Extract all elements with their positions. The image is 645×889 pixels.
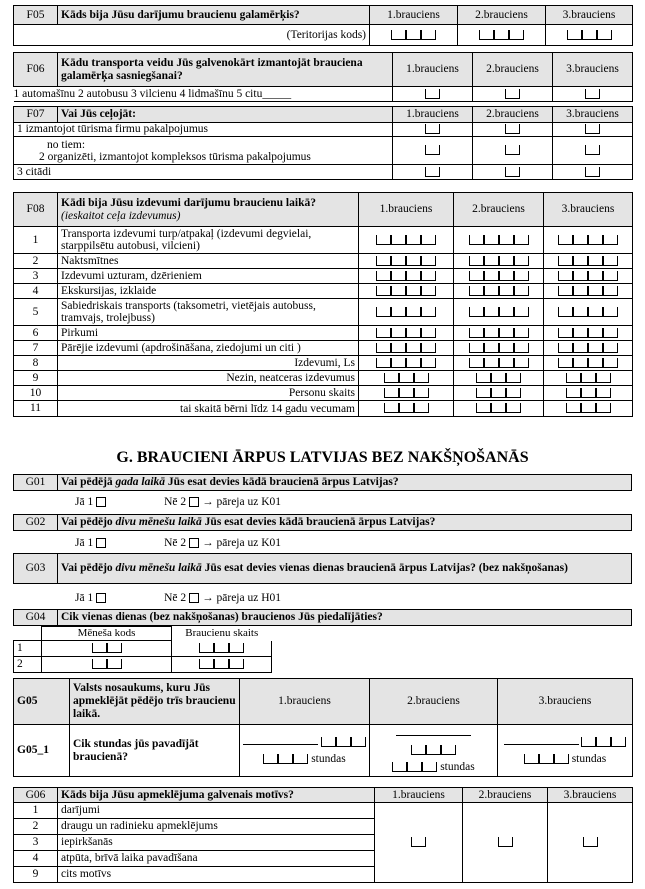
g05-section [13, 678, 632, 777]
f05-code: F05 [14, 6, 58, 25]
f07-section [13, 106, 632, 180]
f08-row-9-trip1-input[interactable] [384, 372, 429, 384]
g06-row-9-label: cits motīvs [58, 867, 375, 883]
f07-trip1-header: 1.brauciens [393, 107, 473, 123]
g06-row-1-label: darījumi [58, 803, 375, 819]
f08-row-8-label: Izdevumi, Ls [58, 356, 359, 371]
f08-row-6-num: 6 [14, 326, 58, 341]
g05-1-trip3-unit: stundas [571, 752, 607, 765]
f08-row-9-trip3-input[interactable] [566, 372, 611, 384]
f08-row-8-trip2-input[interactable] [469, 357, 529, 369]
f08-row-11-label: tai skaitā bērni līdz 14 gadu vecumam [58, 401, 359, 417]
f08-row-3-num: 3 [14, 269, 58, 284]
f07-opt3-trip3-input[interactable] [585, 167, 600, 177]
f08-row-10-num: 10 [14, 386, 58, 401]
f07-opt2-trip1-input[interactable] [425, 145, 440, 155]
f08-row-3-trip3-input[interactable] [558, 270, 618, 282]
f08-row-5-num: 5 [14, 299, 58, 326]
g06-trip3-header: 3.brauciens [548, 788, 633, 803]
g02-question-post: Jūs esat devies kādā braucienā ārpus Latvijas? [201, 516, 436, 528]
f07-opt1-trip1-input[interactable] [425, 124, 440, 134]
f08-row-6-trip3-input[interactable] [558, 327, 618, 339]
f08-row-10-label: Personu skaits [58, 386, 359, 401]
g04-row-2-count-input[interactable] [199, 658, 244, 670]
g05-1-trip2-unit: stundas [440, 761, 475, 773]
g06-trip1-input[interactable] [411, 837, 426, 847]
f08-row-3-trip1-input[interactable] [376, 270, 436, 282]
g01-yes-checkbox[interactable] [96, 497, 106, 507]
g06-row-4-num: 4 [14, 851, 58, 867]
f08-row-4-num: 4 [14, 284, 58, 299]
g06-trip2-header: 2.brauciens [463, 788, 548, 803]
f05-trip3-header: 3.brauciens [546, 6, 633, 25]
f07-trip2-header: 2.brauciens [473, 107, 553, 123]
g01-section [13, 474, 632, 491]
f08-row-1-label: Transporta izdevumi turp/atpakaļ (izdevumi degvielai, starppilsētu autobusi, vilcieni) [58, 227, 359, 254]
g05-trip2-header: 2.brauciens [370, 679, 498, 725]
g05-trip3-country-code[interactable] [581, 736, 626, 748]
f07-opt2-trip2-input[interactable] [505, 145, 520, 155]
f05-trip1-header: 1.brauciens [370, 6, 458, 25]
f07-trip3-header: 3.brauciens [553, 107, 633, 123]
f08-row-5-trip1-input[interactable] [376, 306, 436, 318]
g02-no-checkbox[interactable] [189, 538, 199, 548]
f08-row-8-trip3-input[interactable] [558, 357, 618, 369]
f07-opt3-trip1-input[interactable] [425, 167, 440, 177]
g03-yes-label: Jā 1 [75, 592, 94, 604]
f08-row-9-num: 9 [14, 371, 58, 386]
f05-trip3-input[interactable] [567, 29, 612, 41]
f08-row-9-label: Nezin, neatceras izdevumus [58, 371, 359, 386]
f05-territory-label: (Teritorijas kods) [14, 25, 370, 46]
g01-question-emphasis: gada laikā [115, 476, 166, 488]
g04-row-1-month-input[interactable] [92, 642, 122, 654]
g05-trip1-country-input[interactable] [243, 736, 318, 745]
f08-trip3-header: 3.brauciens [544, 193, 633, 227]
g04-row-2-month-input[interactable] [92, 658, 122, 670]
g01-answers [13, 496, 632, 508]
g02-yes-label: Jā 1 [75, 537, 94, 549]
g05-1-question: Cik stundas jūs pavadījāt braucienā? [70, 725, 240, 777]
g05-trip3-header: 3.brauciens [498, 679, 633, 725]
g03-no-label: Nē 2 [164, 592, 187, 604]
g04-row-1-count-input[interactable] [199, 642, 244, 654]
f05-question: Kāds bija Jūsu darījumu braucienu galamērķis? [58, 6, 370, 25]
f07-option-2: 2 organizēti, izmantojot kompleksos tūrisma pakalpojumus [39, 150, 311, 163]
f05-trip1-input[interactable] [391, 29, 436, 41]
f08-row-4-label: Ekskursijas, izklaide [58, 284, 359, 299]
f08-trip1-header: 1.brauciens [359, 193, 454, 227]
f08-row-2-trip1-input[interactable] [376, 255, 436, 267]
f07-code: F07 [14, 107, 58, 123]
g06-row-9-num: 9 [14, 867, 58, 883]
f08-row-5-trip3-input[interactable] [558, 306, 618, 318]
g05-trip1-country-code[interactable] [321, 736, 366, 748]
g03-question-post: Jūs esat devies vienas dienas braucienā ārpus Latvijas? (bez nakšņošanas) [201, 562, 568, 574]
g01-question-pre: Vai pēdējā [61, 476, 116, 488]
f08-row-8-trip1-input[interactable] [376, 357, 436, 369]
f06-trip1-input[interactable] [425, 89, 440, 99]
g04-month-table [13, 626, 271, 673]
f07-opt1-trip2-input[interactable] [505, 124, 520, 134]
g03-code: G03 [14, 554, 58, 584]
g04-section [13, 609, 632, 626]
g05-1-trip2-hours-input[interactable] [392, 761, 437, 773]
f07-opt3-trip2-input[interactable] [505, 167, 520, 177]
g05-trip3-country-input[interactable] [504, 736, 579, 745]
g02-answers [13, 537, 632, 549]
f08-row-2-trip3-input[interactable] [558, 255, 618, 267]
g01-code: G01 [14, 475, 58, 491]
g02-code: G02 [14, 515, 58, 531]
f08-code: F08 [14, 193, 58, 227]
f08-row-7-num: 7 [14, 341, 58, 356]
g01-no-label: Nē 2 [164, 496, 187, 508]
g05-code: G05 [14, 679, 70, 725]
g01-question-post: Jūs esat devies kādā braucienā ārpus Latvijas? [165, 476, 399, 488]
f08-row-9-trip2-input[interactable] [476, 372, 521, 384]
f08-question: Kādi bija Jūsu izdevumi darījumu braucienu laikā? [61, 196, 316, 209]
g02-question-pre: Vai pēdējo [61, 516, 116, 528]
g06-row-3-label: iepirkšanās [58, 835, 375, 851]
g06-row-2-label: draugu un radinieku apmeklējums [58, 819, 375, 835]
f06-trip3-input[interactable] [585, 89, 600, 99]
g02-no-label: Nē 2 [164, 537, 187, 549]
f08-row-2-trip2-input[interactable] [469, 255, 529, 267]
f08-row-3-trip2-input[interactable] [469, 270, 529, 282]
f08-row-7-trip2-input[interactable] [469, 342, 529, 354]
g06-trip3-input[interactable] [583, 837, 598, 847]
f08-section [13, 192, 632, 417]
g04-row-2-num: 2 [14, 657, 42, 673]
f08-row-1-trip1-input[interactable] [376, 234, 436, 246]
g01-skip-note: → pāreja uz K01 [202, 496, 282, 508]
f08-row-1-trip3-input[interactable] [558, 234, 618, 246]
f08-question-note: (ieskaitot ceļa izdevumus) [61, 209, 181, 222]
g02-section [13, 514, 632, 531]
g05-trip2-country-code[interactable] [411, 744, 456, 756]
f07-opt2-trip3-input[interactable] [585, 145, 600, 155]
g06-trip2-input[interactable] [498, 837, 513, 847]
f06-options: 1 automašīnu 2 autobusu 3 vilcienu 4 lidmašīnu 5 citu_____ [14, 87, 393, 102]
g05-trip1-header: 1.brauciens [240, 679, 370, 725]
f05-trip2-header: 2.brauciens [458, 6, 546, 25]
g06-trip1-header: 1.brauciens [375, 788, 463, 803]
g03-answers [13, 592, 632, 604]
g01-yes-label: Jā 1 [75, 496, 94, 508]
f08-row-10-trip2-input[interactable] [476, 387, 521, 399]
f08-row-5-label: Sabiedriskais transports (taksometri, vietējais autobuss, tramvajs, trolejbuss) [58, 299, 359, 326]
g05-1-trip1-unit: stundas [311, 752, 346, 765]
g01-no-checkbox[interactable] [189, 497, 199, 507]
f07-option-1: 1 izmantojot tūrisma firmu pakalpojumus [14, 123, 393, 137]
f08-row-4-trip3-input[interactable] [558, 285, 618, 297]
g05-1-code: G05_1 [14, 725, 70, 777]
f08-row-8-num: 8 [14, 356, 58, 371]
g05-1-trip1-hours-input[interactable] [263, 753, 308, 765]
f08-row-5-trip2-input[interactable] [469, 306, 529, 318]
f05-section [13, 5, 632, 46]
f06-trip3-header: 3.brauciens [553, 53, 633, 87]
g06-row-2-num: 2 [14, 819, 58, 835]
f08-row-2-label: Naktsmītnes [58, 254, 359, 269]
f08-row-7-trip1-input[interactable] [376, 342, 436, 354]
g05-question: Valsts nosaukums, kuru Jūs apmeklējāt pēdējo trīs braucienu laikā. [70, 679, 240, 725]
g02-yes-checkbox[interactable] [96, 538, 106, 548]
g03-yes-checkbox[interactable] [96, 593, 106, 603]
f08-row-11-trip1-input[interactable] [384, 402, 429, 414]
g02-question-emphasis: divu mēnešu laikā [115, 516, 202, 528]
g03-skip-note: → pāreja uz H01 [202, 592, 282, 604]
f08-row-10-trip3-input[interactable] [566, 387, 611, 399]
f08-row-1-num: 1 [14, 227, 58, 254]
g03-question-emphasis: divu mēnešu laikā [115, 562, 202, 574]
g04-code: G04 [14, 610, 58, 626]
g06-question: Kāds bija Jūsu apmeklējuma galvenais motīvs? [58, 788, 375, 803]
f08-row-11-trip3-input[interactable] [566, 402, 611, 414]
g06-row-1-num: 1 [14, 803, 58, 819]
g06-row-3-num: 3 [14, 835, 58, 851]
f07-option-3: 3 citādi [14, 165, 393, 180]
f07-opt1-trip3-input[interactable] [585, 124, 600, 134]
g04-row-1-num: 1 [14, 641, 42, 657]
g04-question: Cik vienas dienas (bez nakšņošanas) braucienos Jūs piedalījāties? [58, 610, 632, 626]
f06-question: Kādu transporta veidu Jūs galvenokārt izmantojāt brauciena galamērķa sasniegšanai? [58, 53, 393, 87]
f08-row-10-trip1-input[interactable] [384, 387, 429, 399]
g04-month-code-header: Mēneša kods [42, 627, 172, 641]
f08-row-11-trip2-input[interactable] [476, 402, 521, 414]
f08-row-6-trip2-input[interactable] [469, 327, 529, 339]
f08-row-6-label: Pirkumi [58, 326, 359, 341]
f08-row-11-num: 11 [14, 401, 58, 417]
g06-code: G06 [14, 788, 58, 803]
f08-row-7-label: Pārējie izdevumi (apdrošināšana, ziedojumi un citi ) [58, 341, 359, 356]
f06-trip1-header: 1.brauciens [393, 53, 473, 87]
section-g-title: G. BRAUCIENI ĀRPUS LATVIJAS BEZ NAKŠŅOŠANĀS [116, 449, 529, 466]
f08-trip2-header: 2.brauciens [454, 193, 544, 227]
f08-row-4-trip1-input[interactable] [376, 285, 436, 297]
g02-skip-note: → pāreja uz K01 [202, 537, 282, 549]
f06-section [13, 52, 632, 102]
f08-row-2-num: 2 [14, 254, 58, 269]
f06-trip2-input[interactable] [505, 89, 520, 99]
f08-row-3-label: Izdevumi uzturam, dzērieniem [58, 269, 359, 284]
g06-section [13, 787, 632, 883]
g03-question-pre: Vai pēdējo [61, 562, 116, 574]
g04-trip-count-header: Braucienu skaits [185, 627, 259, 639]
f08-row-1-trip2-input[interactable] [469, 234, 529, 246]
f08-row-6-trip1-input[interactable] [376, 327, 436, 339]
f08-row-7-trip3-input[interactable] [558, 342, 618, 354]
f07-option-1b: no tiem: [47, 138, 86, 151]
f07-question: Vai Jūs ceļojāt: [58, 107, 393, 123]
f06-trip2-header: 2.brauciens [473, 53, 553, 87]
f05-trip2-input[interactable] [479, 29, 524, 41]
f08-row-4-trip2-input[interactable] [469, 285, 529, 297]
g03-section [13, 553, 632, 584]
f06-code: F06 [14, 53, 58, 87]
g05-trip2-country-input[interactable] [396, 727, 471, 736]
g06-row-4-label: atpūta, brīvā laika pavadīšana [58, 851, 375, 867]
g05-1-trip3-hours-input[interactable] [524, 753, 569, 765]
g03-no-checkbox[interactable] [189, 593, 199, 603]
